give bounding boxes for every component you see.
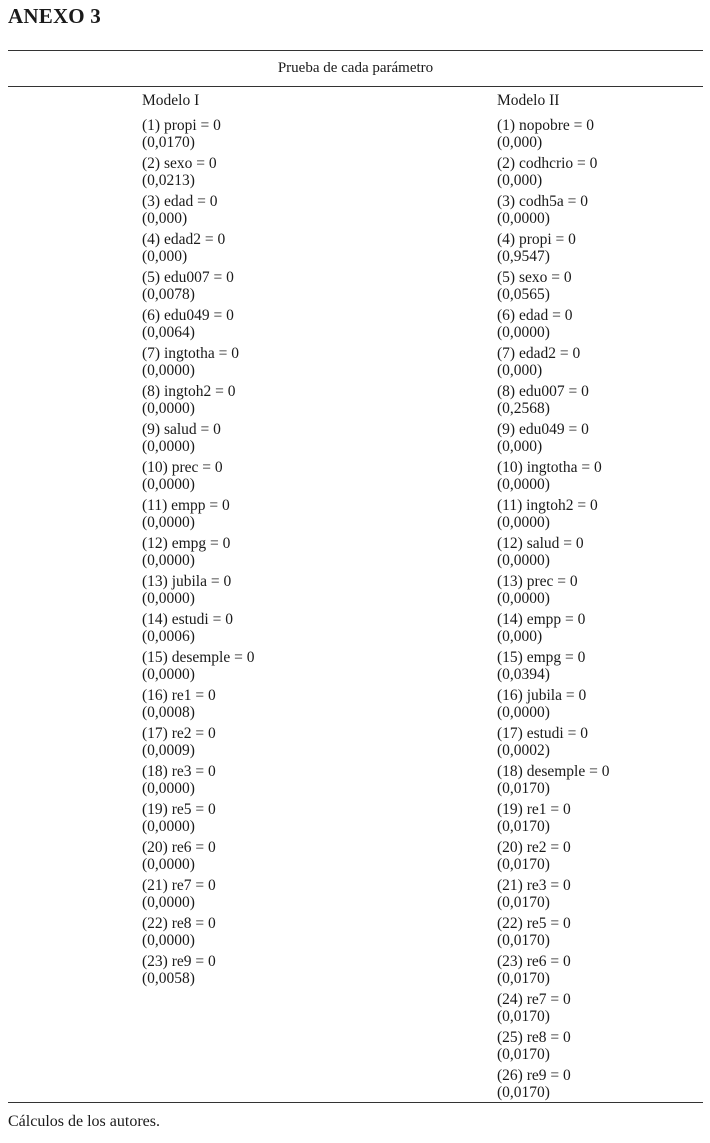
p-value: (0,000) xyxy=(142,248,188,265)
hypothesis-label: (7) ingtotha = 0 xyxy=(142,345,239,362)
hypothesis-label: (2) codhcrio = 0 xyxy=(497,155,598,172)
table-row xyxy=(142,345,362,383)
table-row xyxy=(497,307,710,345)
table-row xyxy=(497,155,710,193)
table-row xyxy=(142,117,362,155)
hypothesis-label: (12) salud = 0 xyxy=(497,535,584,552)
table-row xyxy=(142,497,362,535)
table-row xyxy=(497,801,710,839)
p-value: (0,0170) xyxy=(497,894,550,911)
hypothesis-label: (9) salud = 0 xyxy=(142,421,221,438)
table-row xyxy=(497,611,710,649)
p-value: (0,0170) xyxy=(497,970,550,987)
p-value: (0,0000) xyxy=(142,666,195,683)
p-value: (0,9547) xyxy=(497,248,550,265)
hypothesis-label: (19) re1 = 0 xyxy=(497,801,571,818)
hypothesis-label: (6) edu049 = 0 xyxy=(142,307,234,324)
table-row xyxy=(497,193,710,231)
table-row xyxy=(142,725,362,763)
p-value: (0,0170) xyxy=(497,818,550,835)
hypothesis-label: (14) estudi = 0 xyxy=(142,611,233,628)
p-value: (0,0009) xyxy=(142,742,195,759)
hypothesis-label: (17) re2 = 0 xyxy=(142,725,216,742)
hypothesis-label: (26) re9 = 0 xyxy=(497,1067,571,1084)
hypothesis-label: (21) re3 = 0 xyxy=(497,877,571,894)
table-row xyxy=(497,573,710,611)
hypothesis-label: (15) empg = 0 xyxy=(497,649,586,666)
table-row xyxy=(497,269,710,307)
hypothesis-label: (18) re3 = 0 xyxy=(142,763,216,780)
p-value: (0,0000) xyxy=(142,362,195,379)
table-row xyxy=(142,877,362,915)
table-row xyxy=(497,117,710,155)
model-2-column xyxy=(497,91,710,1105)
p-value: (0,0000) xyxy=(142,590,195,607)
table-row xyxy=(497,383,710,421)
table-row xyxy=(142,611,362,649)
hypothesis-label: (13) jubila = 0 xyxy=(142,573,232,590)
hypothesis-label: (16) re1 = 0 xyxy=(142,687,216,704)
table-row xyxy=(497,345,710,383)
hypothesis-label: (24) re7 = 0 xyxy=(497,991,571,1008)
p-value: (0,0000) xyxy=(497,590,550,607)
table-row xyxy=(497,497,710,535)
p-value: (0,0000) xyxy=(142,400,195,417)
hypothesis-label: (3) edad = 0 xyxy=(142,193,218,210)
p-value: (0,0170) xyxy=(142,134,195,151)
table-row xyxy=(142,763,362,801)
p-value: (0,0000) xyxy=(142,818,195,835)
table-row xyxy=(142,307,362,345)
p-value: (0,000) xyxy=(497,362,543,379)
p-value: (0,000) xyxy=(497,438,543,455)
hypothesis-label: (4) propi = 0 xyxy=(497,231,576,248)
table-row xyxy=(497,421,710,459)
p-value: (0,0170) xyxy=(497,780,550,797)
table-row xyxy=(142,649,362,687)
table-header: Prueba de cada parámetro xyxy=(277,60,434,76)
hypothesis-label: (4) edad2 = 0 xyxy=(142,231,226,248)
p-value: (0,0170) xyxy=(497,1008,550,1025)
table-row xyxy=(142,801,362,839)
table-bottom-rule xyxy=(8,1102,703,1103)
table-row xyxy=(142,383,362,421)
p-value: (0,0170) xyxy=(497,856,550,873)
model-2-heading: Modelo II xyxy=(497,92,560,109)
hypothesis-label: (25) re8 = 0 xyxy=(497,1029,571,1046)
hypothesis-label: (18) desemple = 0 xyxy=(497,763,610,780)
p-value: (0,0064) xyxy=(142,324,195,341)
p-value: (0,0078) xyxy=(142,286,195,303)
hypothesis-label: (12) empg = 0 xyxy=(142,535,231,552)
table-row xyxy=(142,421,362,459)
hypothesis-label: (5) edu007 = 0 xyxy=(142,269,234,286)
p-value: (0,0000) xyxy=(142,476,195,493)
hypothesis-label: (2) sexo = 0 xyxy=(142,155,217,172)
p-value: (0,0213) xyxy=(142,172,195,189)
table-row xyxy=(497,763,710,801)
hypothesis-label: (10) prec = 0 xyxy=(142,459,223,476)
source-note: Cálculos de los autores. xyxy=(8,1113,160,1130)
hypothesis-label: (8) ingtoh2 = 0 xyxy=(142,383,236,400)
table-row xyxy=(142,231,362,269)
table-header-rule xyxy=(8,86,703,87)
hypothesis-label: (15) desemple = 0 xyxy=(142,649,255,666)
table-row xyxy=(497,649,710,687)
table-row xyxy=(142,155,362,193)
hypothesis-label: (8) edu007 = 0 xyxy=(497,383,589,400)
hypothesis-label: (21) re7 = 0 xyxy=(142,877,216,894)
table-row xyxy=(497,687,710,725)
hypothesis-label: (23) re9 = 0 xyxy=(142,953,216,970)
hypothesis-label: (10) ingtotha = 0 xyxy=(497,459,602,476)
p-value: (0,0000) xyxy=(142,514,195,531)
hypothesis-label: (1) nopobre = 0 xyxy=(497,117,594,134)
table-row xyxy=(497,535,710,573)
hypothesis-label: (19) re5 = 0 xyxy=(142,801,216,818)
table-row xyxy=(142,269,362,307)
table-row xyxy=(142,535,362,573)
p-value: (0,0006) xyxy=(142,628,195,645)
table-row xyxy=(497,1029,710,1067)
table-row xyxy=(142,839,362,877)
hypothesis-label: (11) ingtoh2 = 0 xyxy=(497,497,598,514)
p-value: (0,0170) xyxy=(497,932,550,949)
p-value: (0,0000) xyxy=(497,476,550,493)
p-value: (0,0000) xyxy=(142,780,195,797)
table-row xyxy=(142,459,362,497)
table-row xyxy=(142,687,362,725)
table-row xyxy=(497,459,710,497)
p-value: (0,2568) xyxy=(497,400,550,417)
p-value: (0,0000) xyxy=(497,704,550,721)
hypothesis-label: (5) sexo = 0 xyxy=(497,269,572,286)
table-row xyxy=(497,915,710,953)
p-value: (0,0000) xyxy=(497,324,550,341)
p-value: (0,0000) xyxy=(142,552,195,569)
hypothesis-label: (20) re2 = 0 xyxy=(497,839,571,856)
p-value: (0,0000) xyxy=(497,210,550,227)
hypothesis-label: (11) empp = 0 xyxy=(142,497,230,514)
model-1-heading: Modelo I xyxy=(142,92,200,109)
hypothesis-label: (14) empp = 0 xyxy=(497,611,586,628)
hypothesis-label: (20) re6 = 0 xyxy=(142,839,216,856)
p-value: (0,0000) xyxy=(497,514,550,531)
table-row xyxy=(497,1067,710,1105)
p-value: (0,0000) xyxy=(142,932,195,949)
table-row xyxy=(497,991,710,1029)
hypothesis-label: (1) propi = 0 xyxy=(142,117,221,134)
hypothesis-label: (22) re5 = 0 xyxy=(497,915,571,932)
p-value: (0,0000) xyxy=(142,856,195,873)
p-value: (0,000) xyxy=(497,628,543,645)
p-value: (0,0000) xyxy=(142,438,195,455)
table-top-rule xyxy=(8,50,703,51)
hypothesis-label: (7) edad2 = 0 xyxy=(497,345,581,362)
p-value: (0,000) xyxy=(497,134,543,151)
p-value: (0,0170) xyxy=(497,1046,550,1063)
p-value: (0,000) xyxy=(142,210,188,227)
p-value: (0,000) xyxy=(497,172,543,189)
hypothesis-label: (17) estudi = 0 xyxy=(497,725,588,742)
p-value: (0,0170) xyxy=(497,1084,550,1101)
table-row xyxy=(497,839,710,877)
p-value: (0,0002) xyxy=(497,742,550,759)
p-value: (0,0000) xyxy=(497,552,550,569)
hypothesis-label: (22) re8 = 0 xyxy=(142,915,216,932)
table-row xyxy=(142,193,362,231)
hypothesis-label: (23) re6 = 0 xyxy=(497,953,571,970)
p-value: (0,0008) xyxy=(142,704,195,721)
page-title: ANEXO 3 xyxy=(8,4,101,28)
hypothesis-label: (9) edu049 = 0 xyxy=(497,421,589,438)
p-value: (0,0000) xyxy=(142,894,195,911)
model-1-column xyxy=(142,91,362,991)
p-value: (0,0058) xyxy=(142,970,195,987)
table-row xyxy=(497,725,710,763)
table-row xyxy=(497,953,710,991)
hypothesis-label: (6) edad = 0 xyxy=(497,307,573,324)
hypothesis-label: (13) prec = 0 xyxy=(497,573,578,590)
p-value: (0,0394) xyxy=(497,666,550,683)
hypothesis-label: (16) jubila = 0 xyxy=(497,687,587,704)
p-value: (0,0565) xyxy=(497,286,550,303)
table-row xyxy=(497,877,710,915)
hypothesis-label: (3) codh5a = 0 xyxy=(497,193,588,210)
table-row xyxy=(142,915,362,953)
table-row xyxy=(497,231,710,269)
table-row xyxy=(142,573,362,611)
table-row xyxy=(142,953,362,991)
